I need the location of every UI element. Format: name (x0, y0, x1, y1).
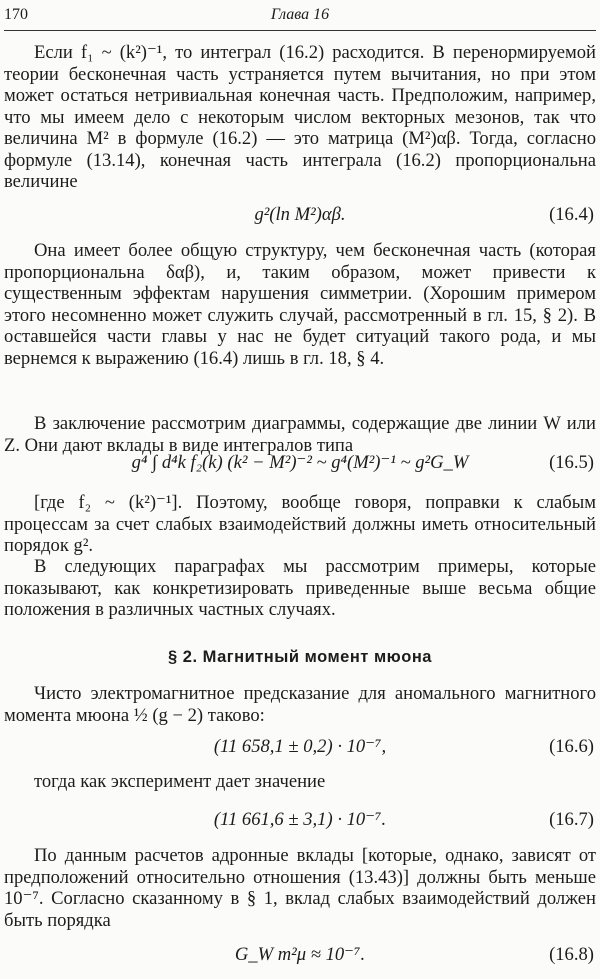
running-header (4, 2, 596, 31)
formula: g²(ln M²)αβ. (254, 204, 346, 225)
equation-number: (16.6) (549, 736, 594, 757)
equation-number: (16.7) (549, 809, 594, 830)
paragraph-5: В следующих параграфах мы рассмотрим примеры, которые показывают, как конкретизировать приведенные выше весьма общие положения в различных частных случаях. (4, 556, 596, 620)
formula: g⁴ ∫ d⁴k f₂(k) (k² − M²)⁻² ~ g⁴(M²)⁻¹ ~ g²G_W (131, 452, 469, 473)
chapter-title: Глава 16 (270, 6, 330, 23)
formula: (11 661,6 ± 3,1) · 10⁻⁷. (213, 809, 387, 830)
equation-number: (16.8) (549, 944, 594, 965)
equation-16-7 (4, 805, 596, 835)
paragraph-6: Чисто электромагнитное предсказание для аномального магнитного момента мюона ½ (g − 2) таково: (4, 683, 596, 726)
equation-16-4 (4, 200, 596, 230)
equation-16-6 (4, 732, 596, 762)
equation-number: (16.5) (549, 452, 594, 473)
paragraph-4: [где f₂ ~ (k²)⁻¹]. Поэтому, вообще говоря, поправки к слабым процессам за счет слабых взаимодействий должны иметь относительный порядок g². (4, 492, 596, 556)
section-heading: § 2. Магнитный момент мюона (168, 648, 432, 666)
paragraph-3: В заключение рассмотрим диаграммы, содержащие две линии W или Z. Они дают вклады в виде интегралов типа (4, 413, 596, 456)
equation-number: (16.4) (549, 204, 594, 225)
equation-16-5 (4, 448, 596, 478)
page-number: 170 (4, 6, 28, 23)
paragraph-8: По данным расчетов адронные вклады [которые, однако, зависят от предположений относительно отношения (13.43)] должны быть меньше 10⁻⁷. Согласно сказанному в § 1, вклад слабых взаимодействий должен быть порядка (4, 845, 596, 931)
paragraph-2: Она имеет более общую структуру, чем бесконечная часть (которая пропорциональна δαβ), и, таким образом, может привести к существенным эффектам нарушения симметрии. (Хорошим примером этого несомненно может служить случай, рассмотренный в гл. 15, § 2). В оставшейся части главы у нас не будет ситуаций такого рода, и мы вернемся к выражению (16.4) лишь в гл. 18, § 4. (4, 240, 596, 369)
formula: G_W m²μ ≈ 10⁻⁷. (234, 944, 366, 965)
equation-16-8 (4, 940, 596, 970)
paragraph-1: Если f₁ ~ (k²)⁻¹, то интеграл (16.2) расходится. В перенормируемой теории бесконечная часть устраняется путем вычитания, но при этом может остаться нетривиальная конечная часть. Предположим, например, что мы имеем дело с некоторым числом векторных мезонов, так что величина M² в формуле (16.2) — это матрица (M²)αβ. Тогда, согласно формуле (13.14), конечная часть интеграла (16.2) пропорциональна величине (4, 42, 596, 192)
paragraph-7: тогда как эксперимент дает значение (34, 771, 326, 792)
formula: (11 658,1 ± 0,2) · 10⁻⁷, (213, 736, 387, 757)
